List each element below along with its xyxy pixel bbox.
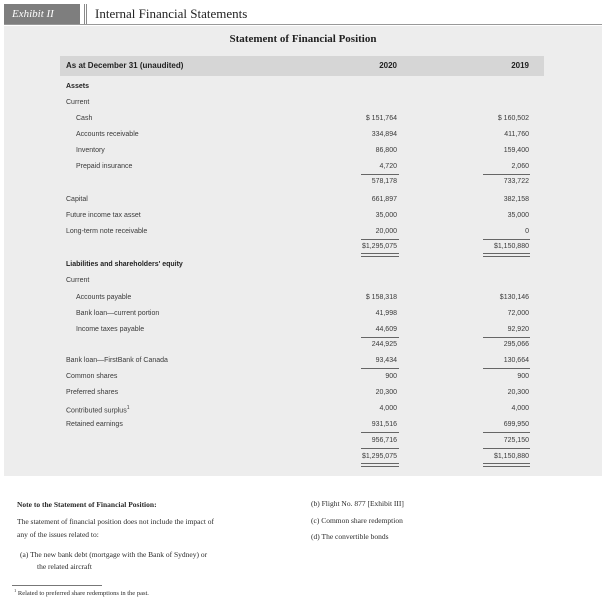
total-rule [361, 239, 399, 240]
asset-other-2020: 20,000 [375, 228, 397, 235]
equity-total-2019: 725,150 [503, 437, 529, 444]
asset-other-2020: 35,000 [375, 212, 397, 219]
asset-row-2020: 4,720 [379, 163, 397, 170]
liability-row-label: Bank loan—current portion [76, 310, 160, 317]
asset-other-label: Capital [66, 196, 88, 203]
liability-other-2019: 20,300 [507, 389, 529, 396]
note-item-d: (d) The convertible bonds [311, 532, 389, 541]
liability-row-2019: 92,920 [507, 326, 529, 333]
liability-row-2019: $130,146 [499, 294, 529, 301]
liability-other-label [66, 405, 129, 414]
equity-total-2020: 956,716 [371, 437, 397, 444]
liability-row-label: Accounts payable [76, 294, 132, 301]
liability-row-label: Income taxes payable [76, 326, 145, 333]
liability-other-label: Retained earnings [66, 421, 123, 428]
note-item-a-cont: the related aircraft [37, 562, 92, 571]
double-rule [361, 253, 399, 257]
asset-row-label: Accounts receivable [76, 131, 139, 138]
assets-heading: Assets [66, 83, 89, 90]
liability-other-2019: 4,000 [511, 405, 529, 412]
total-assets-2020: $1,295,075 [361, 243, 397, 250]
note-item-c: (c) Common share redemption [311, 516, 403, 525]
total-rule [483, 239, 530, 240]
footnote-marker: 1 [126, 405, 130, 411]
footnote-text: Related to preferred share redemptions in the past. [17, 590, 149, 598]
asset-other-label: Future income tax asset [66, 212, 141, 219]
note-title: Note to the Statement of Financial Position: [17, 500, 157, 509]
liability-row-2020: $ 158,318 [365, 294, 397, 301]
liability-other-2020: 900 [385, 373, 397, 380]
double-rule [483, 463, 530, 467]
statement-title: Statement of Financial Position [229, 33, 377, 45]
liability-other-2019: 699,950 [503, 421, 529, 428]
liability-other-2019: 900 [517, 373, 529, 380]
header-2019: 2019 [511, 61, 529, 70]
current-liabilities-total-2019: 295,066 [503, 341, 529, 348]
asset-row-label: Cash [76, 115, 93, 122]
asset-row-label: Prepaid insurance [76, 163, 133, 170]
double-rule [483, 253, 530, 257]
subtotal-rule [361, 432, 399, 433]
subtotal-rule [483, 337, 530, 338]
subtotal-rule [361, 174, 399, 175]
note-item-b: (b) Flight No. 877 [Exhibit III] [311, 499, 404, 508]
asset-row-2019: $ 160,502 [497, 115, 529, 122]
asset-row-label: Inventory [76, 147, 105, 154]
liabilities-current-label: Current [66, 277, 90, 284]
total-rule [483, 448, 530, 449]
subtotal-rule [483, 432, 530, 433]
subtotal-rule [361, 368, 399, 369]
liability-other-label: Common shares [66, 373, 118, 380]
total-liabilities-equity-2020: $1,295,075 [361, 453, 397, 460]
assets-current-label: Current [66, 99, 90, 106]
asset-row-2019: 2,060 [511, 163, 529, 170]
asset-other-label: Long-term note receivable [66, 228, 148, 235]
total-assets-2019: $1,150,880 [493, 243, 529, 250]
liability-row-2019: 72,000 [507, 310, 529, 317]
liability-other-2020: 93,434 [375, 357, 397, 364]
liability-other-label: Preferred shares [66, 389, 119, 396]
liability-other-label: Bank loan—FirstBank of Canada [66, 357, 168, 364]
total-liabilities-equity-2019: $1,150,880 [493, 453, 529, 460]
current-assets-total-2019: 733,722 [503, 178, 529, 185]
asset-other-2019: 0 [525, 228, 529, 235]
liability-row-2020: 41,998 [375, 310, 397, 317]
asset-other-2019: 382,158 [503, 196, 529, 203]
liability-row-2020: 44,609 [375, 326, 397, 333]
note-line: any of the issues related to: [17, 530, 99, 539]
contributed-surplus-label: Contributed surplus [66, 407, 127, 415]
asset-row-2020: $ 151,764 [365, 115, 397, 122]
subtotal-rule [361, 337, 399, 338]
asset-other-2019: 35,000 [507, 212, 529, 219]
note-line: The statement of financial position does not include the impact of [17, 517, 215, 526]
subtotal-rule [483, 174, 530, 175]
asset-row-2019: 411,760 [504, 131, 529, 138]
current-assets-total-2020: 578,178 [371, 178, 397, 185]
footnote [14, 586, 149, 599]
header-as-at: As at December 31 (unaudited) [66, 61, 184, 70]
top-rule [4, 24, 602, 25]
asset-row-2019: 159,400 [503, 147, 529, 154]
liability-other-2020: 931,516 [371, 421, 397, 428]
current-liabilities-total-2020: 244,925 [371, 341, 397, 348]
asset-row-2020: 86,800 [375, 147, 397, 154]
liability-other-2019: 130,664 [503, 357, 529, 364]
liability-other-2020: 20,300 [375, 389, 397, 396]
asset-row-2020: 334,894 [371, 131, 397, 138]
header-2020: 2020 [379, 61, 397, 70]
double-rule [361, 463, 399, 467]
exhibit-tag: Exhibit II [4, 4, 80, 24]
subtotal-rule [483, 368, 530, 369]
asset-other-2020: 661,897 [371, 196, 397, 203]
total-rule [361, 448, 399, 449]
note-item-a: (a) The new bank debt (mortgage with the Bank of Sydney) or [20, 550, 208, 559]
exhibit-title: Internal Financial Statements [84, 4, 247, 24]
liabilities-heading: Liabilities and shareholders' equity [66, 261, 183, 268]
footnote-marker: 1 [14, 588, 17, 593]
liability-other-2020: 4,000 [379, 405, 397, 412]
